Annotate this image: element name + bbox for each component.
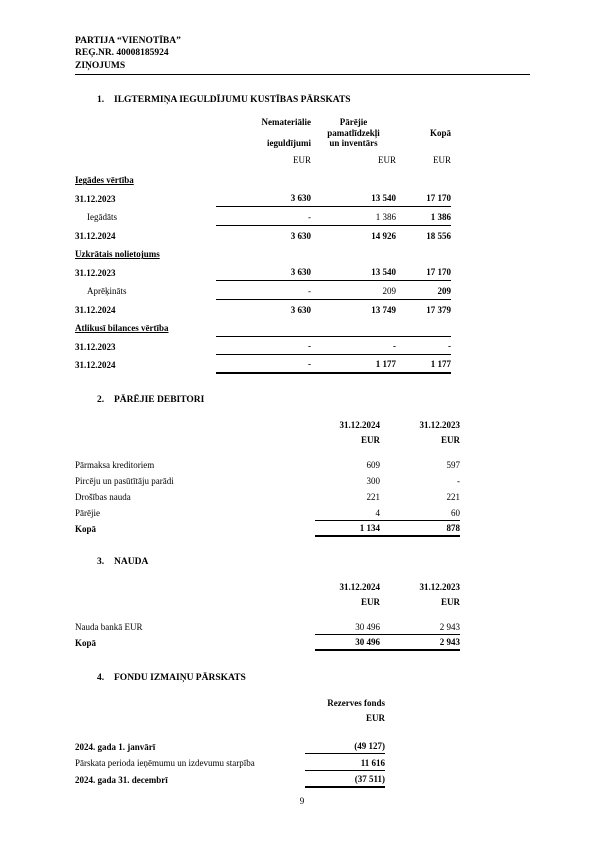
column-header-line: un inventārs xyxy=(329,138,378,149)
section-4-title xyxy=(97,673,530,683)
row-label xyxy=(75,318,216,337)
row-label: 31.12.2023 xyxy=(75,341,116,352)
table-group-row xyxy=(75,244,451,263)
row-label: 31.12.2023 xyxy=(75,267,116,278)
cell-value: 597 xyxy=(446,460,460,471)
row-label: Pārējie xyxy=(75,508,100,519)
cell-value: 878 xyxy=(380,520,460,536)
fund-changes-table xyxy=(75,693,385,788)
cell-value: 2 943 xyxy=(380,618,460,634)
table-row xyxy=(75,472,460,488)
doc-type: ZIŅOJUMS xyxy=(75,60,126,71)
empty-cell xyxy=(75,607,460,618)
document-header xyxy=(75,35,530,75)
cell-value: - xyxy=(216,207,311,226)
page-number: 9 xyxy=(299,796,305,806)
spacer-row xyxy=(75,445,460,456)
unit-label: EUR xyxy=(360,435,380,446)
row-label: Kopā xyxy=(75,638,97,649)
cell-value: 209 xyxy=(396,281,451,300)
row-label: Pircēju un pasūtītāju parādi xyxy=(75,476,174,487)
section-1-number: 1. xyxy=(97,94,105,105)
empty-cell xyxy=(75,708,305,723)
cell-value: - xyxy=(216,355,311,374)
cell-value: - xyxy=(216,336,311,355)
table-row xyxy=(75,336,451,355)
empty-cell xyxy=(75,117,216,153)
table-row xyxy=(75,618,460,634)
column-header: 31.12.2024 xyxy=(339,420,380,431)
unit-row xyxy=(75,592,460,607)
cell-value: 221 xyxy=(366,492,380,503)
empty-cell xyxy=(75,693,305,708)
empty-cell xyxy=(396,244,451,263)
unit-label: EUR xyxy=(433,154,451,165)
cell-value: - xyxy=(216,281,311,300)
empty-cell xyxy=(311,170,396,189)
cell-value: 17 379 xyxy=(426,304,451,315)
table-row xyxy=(75,737,385,754)
cell-value: 1 177 xyxy=(396,355,451,374)
cell-value: 13 540 xyxy=(311,262,396,281)
spacer-row xyxy=(75,607,460,618)
cell-value: 2 943 xyxy=(380,634,460,650)
section-3-title xyxy=(97,557,530,567)
cell-value: 14 926 xyxy=(371,230,396,241)
empty-cell xyxy=(216,318,311,337)
column-header: 31.12.2023 xyxy=(419,420,460,431)
cell-value: 17 170 xyxy=(396,188,451,207)
column-header-line: pamatlīdzekļi xyxy=(327,127,380,138)
cell-value: 3 630 xyxy=(290,230,311,241)
spacer-row xyxy=(75,723,385,737)
table-row xyxy=(75,262,451,281)
row-label: 31.12.2023 xyxy=(75,193,116,204)
unit-row xyxy=(75,430,460,445)
cell-value: (37 511) xyxy=(305,770,385,787)
table-total-row xyxy=(75,355,451,374)
unit-label: EUR xyxy=(293,154,311,165)
table-row xyxy=(75,281,451,300)
table-group-row xyxy=(75,318,451,337)
empty-cell xyxy=(75,415,315,430)
row-label: Aprēķināts xyxy=(87,286,127,297)
empty-cell xyxy=(75,723,385,737)
table-row xyxy=(75,754,385,771)
cell-value: 1 134 xyxy=(315,520,380,536)
cell-value: 17 170 xyxy=(396,262,451,281)
cell-value: 1 177 xyxy=(311,355,396,374)
cell-value: 11 616 xyxy=(305,754,385,771)
cell-value: 60 xyxy=(380,504,460,520)
table-row xyxy=(75,488,460,504)
table-row xyxy=(75,188,451,207)
row-label: 2024. gada 31. decembrī xyxy=(75,774,168,785)
column-header: 31.12.2023 xyxy=(419,582,460,593)
section-2-title xyxy=(97,395,530,405)
empty-cell xyxy=(311,244,396,263)
cell-value: 3 630 xyxy=(216,262,311,281)
table-group-row xyxy=(75,170,451,189)
row-label: Iegādāts xyxy=(87,212,117,223)
cell-value: 221 xyxy=(446,492,460,503)
table-row xyxy=(75,207,451,226)
row-label: Pārmaksa kreditoriem xyxy=(75,460,155,471)
section-4-heading: FONDU IZMAIŅU PĀRSKATS xyxy=(114,673,246,684)
other-debtors-table xyxy=(75,415,460,537)
column-header: 31.12.2024 xyxy=(339,582,380,593)
section-3-number: 3. xyxy=(97,557,105,568)
empty-cell xyxy=(75,577,315,592)
table-header-row xyxy=(75,693,385,708)
cell-value: (49 127) xyxy=(305,737,385,754)
section-2-heading: PĀRĒJIE DEBITORI xyxy=(114,395,205,406)
cell-value: - xyxy=(311,336,396,355)
cell-value: 13 749 xyxy=(371,304,396,315)
row-label xyxy=(75,170,216,189)
table-header-row xyxy=(75,577,460,592)
empty-cell xyxy=(75,430,315,445)
cash-table xyxy=(75,577,460,651)
table-row xyxy=(75,456,460,472)
unit-label: EUR xyxy=(378,154,396,165)
cell-value: 300 xyxy=(366,476,380,487)
cell-value: 18 556 xyxy=(426,230,451,241)
column-header-total: Kopā xyxy=(429,127,451,138)
cell-value: 209 xyxy=(311,281,396,300)
table-header-row xyxy=(75,117,451,153)
table-row xyxy=(75,299,451,318)
empty-cell xyxy=(216,170,311,189)
section-1-title xyxy=(97,95,530,105)
empty-cell xyxy=(396,318,451,337)
column-header-line: ieguldījumi xyxy=(266,138,311,149)
reg-number: REĢ.NR. 40008185924 xyxy=(75,48,169,59)
empty-cell xyxy=(75,445,460,456)
table-total-row xyxy=(75,770,385,787)
group-label: Iegādes vērtība xyxy=(75,175,134,186)
org-name: PARTIJA “VIENOTĪBA” xyxy=(75,36,181,46)
group-label: Atlikusī bilances vērtība xyxy=(75,323,169,334)
column-header-fixed-assets xyxy=(311,117,396,153)
row-label: Kopā xyxy=(75,524,97,535)
row-label: Pārskata perioda ieņēmumu un izdevumu starpība xyxy=(75,758,255,769)
empty-cell xyxy=(311,318,396,337)
row-label: 31.12.2024 xyxy=(75,230,116,241)
row-label: 31.12.2024 xyxy=(75,304,116,315)
cell-value: 30 496 xyxy=(315,634,380,650)
empty-cell xyxy=(75,153,216,170)
row-label: 31.12.2024 xyxy=(75,360,116,371)
section-3-heading: NAUDA xyxy=(114,557,149,568)
empty-cell xyxy=(396,170,451,189)
empty-cell xyxy=(75,592,315,607)
cell-value: 4 xyxy=(315,504,380,520)
column-header-line: Nemateriālie xyxy=(261,116,311,127)
cell-value: 1 386 xyxy=(396,207,451,226)
cell-value: 3 630 xyxy=(216,188,311,207)
row-label xyxy=(75,244,216,263)
column-header-intangible xyxy=(216,117,311,153)
cell-value: - xyxy=(457,476,460,487)
cell-value: 13 540 xyxy=(311,188,396,207)
table-total-row xyxy=(75,520,460,536)
cell-value: 3 630 xyxy=(290,304,311,315)
unit-label: EUR xyxy=(440,435,460,446)
table-header-row xyxy=(75,415,460,430)
cell-value: 30 496 xyxy=(315,618,380,634)
section-2-number: 2. xyxy=(97,395,105,406)
cell-value: 609 xyxy=(366,460,380,471)
group-label: Uzkrātais nolietojums xyxy=(75,249,160,260)
section-1-heading: ILGTERMIŅA IEGULDĪJUMU KUSTĪBAS PĀRSKATS xyxy=(114,94,351,105)
empty-cell xyxy=(216,244,311,263)
cell-value: 1 386 xyxy=(311,207,396,226)
unit-label: EUR xyxy=(360,597,380,608)
row-label: 2024. gada 1. janvārī xyxy=(75,741,156,752)
unit-row xyxy=(75,708,385,723)
table-row xyxy=(75,504,460,520)
cell-value: - xyxy=(396,336,451,355)
table-row xyxy=(75,225,451,244)
column-header: Rezerves fonds xyxy=(327,698,385,709)
unit-label: EUR xyxy=(440,597,460,608)
row-label: Drošības nauda xyxy=(75,492,131,503)
unit-label: EUR xyxy=(365,713,385,724)
long-term-investments-table xyxy=(75,117,451,375)
table-total-row xyxy=(75,634,460,650)
column-header-line: Pārējie xyxy=(339,117,368,128)
section-4-number: 4. xyxy=(97,673,105,684)
row-label: Nauda bankā EUR xyxy=(75,622,143,633)
unit-row xyxy=(75,153,451,170)
